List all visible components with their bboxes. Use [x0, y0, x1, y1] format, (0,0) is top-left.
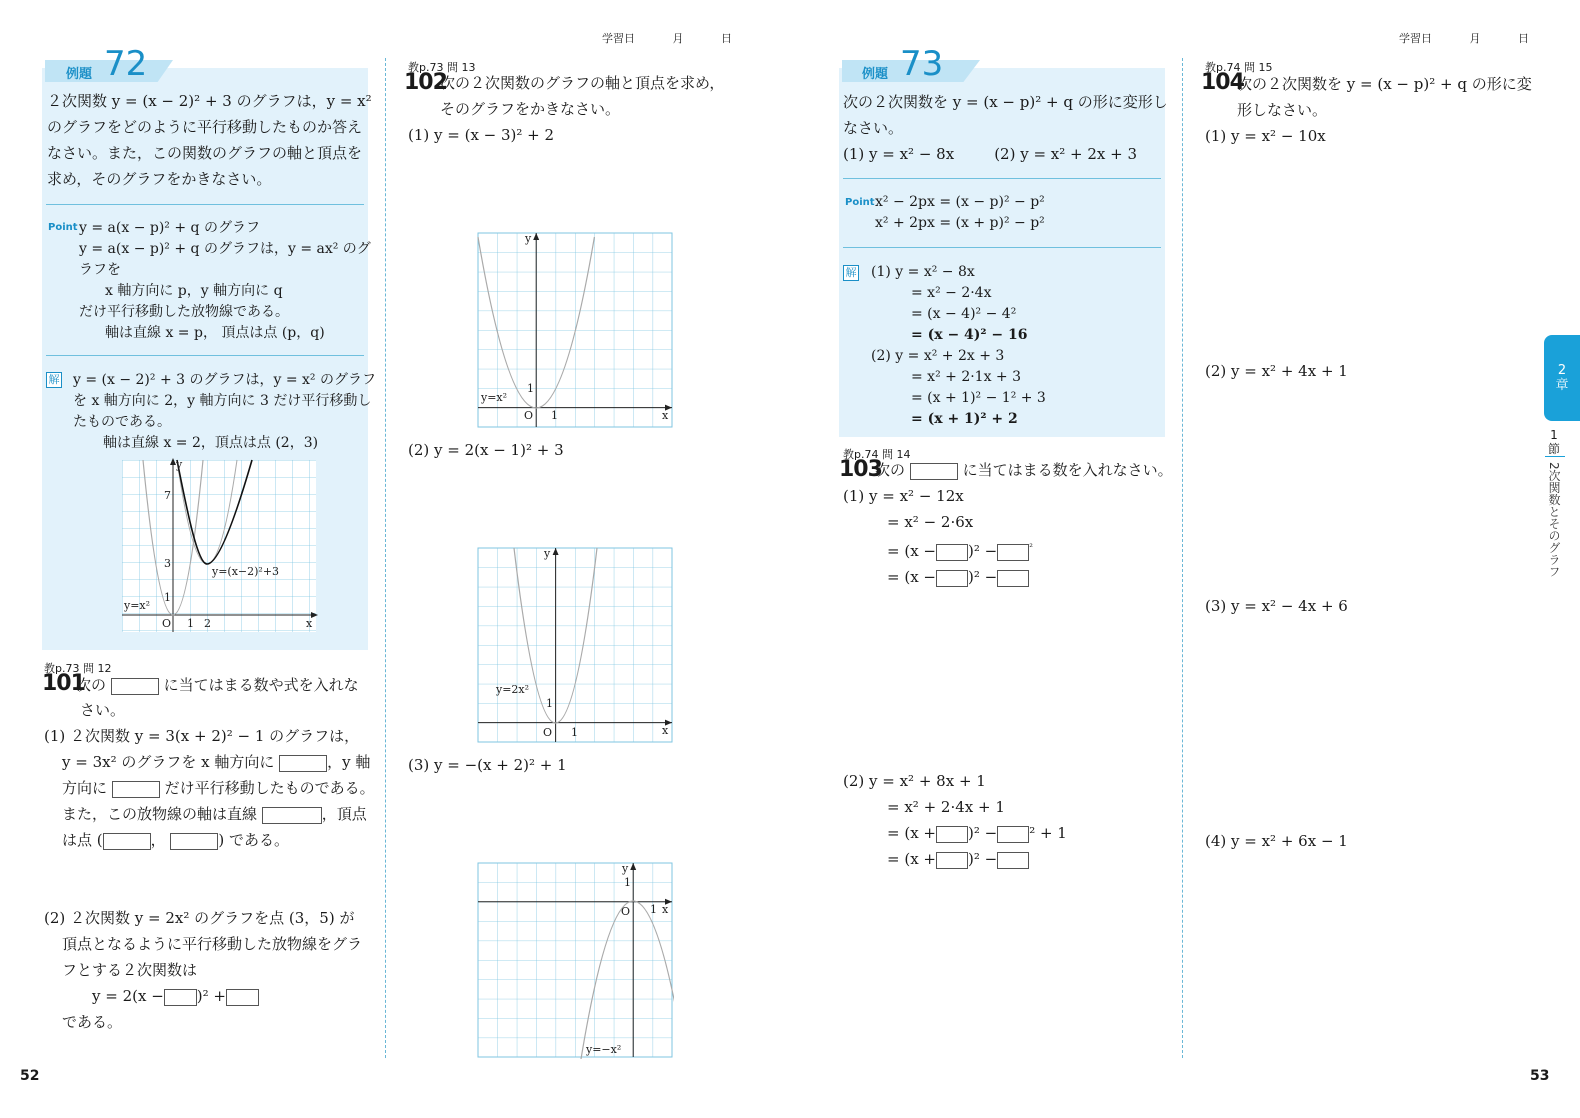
- statement-line: なさい。: [843, 119, 904, 137]
- curve-label-shifted: y=(x−2)²+3: [212, 565, 280, 578]
- text: 次の: [875, 461, 906, 479]
- problem-103-intro: [875, 457, 1173, 483]
- text: = (x +: [887, 824, 936, 842]
- tick-x-1: 1: [551, 409, 558, 422]
- q1-line: (1) y = x² − 12x: [843, 487, 964, 505]
- solution-line: = (x + 1)² + 2: [911, 411, 1018, 427]
- example-number: 72: [104, 44, 148, 84]
- day-label: 日: [721, 32, 732, 45]
- solution-line: たものである。: [73, 414, 171, 430]
- tick-1: 1: [187, 617, 194, 630]
- q2-line: = x² + 2·4x + 1: [887, 798, 1005, 816]
- statement-line: のグラフをどのように平行移動したものか答え: [47, 118, 363, 136]
- problem-101-intro: [76, 672, 359, 698]
- tick-y-1: 1: [624, 876, 631, 889]
- problem-103-ref: 教p.74 問 14: [843, 448, 911, 461]
- page-number-right: 53: [1530, 1068, 1550, 1084]
- section-label: 節: [1547, 442, 1560, 456]
- study-day-label: 学習日: [1399, 32, 1432, 45]
- x-label: x: [662, 724, 669, 737]
- month-label: 月: [1469, 32, 1481, 45]
- text: ) である。: [218, 831, 290, 849]
- statement-line: [843, 141, 1168, 167]
- answer-box[interactable]: [112, 781, 160, 798]
- problem-102-q3: (3) y = −(x + 2)² + 1: [408, 756, 567, 774]
- answer-box[interactable]: [936, 852, 968, 869]
- q1-line: [62, 801, 367, 827]
- problem-103-q2: [843, 768, 1067, 872]
- point-tag: Point: [48, 222, 78, 233]
- text: )² −: [967, 824, 998, 842]
- text: ，頂点: [321, 805, 367, 823]
- y-label: y: [176, 458, 183, 471]
- solution-line: = x² + 2·1x + 3: [911, 369, 1022, 385]
- day-label: 日: [1518, 32, 1529, 45]
- point-body: [875, 192, 1045, 234]
- problem-102-number: 102: [404, 70, 447, 95]
- problem-102-text: そのグラフをかきなさい。: [440, 100, 621, 118]
- answer-box[interactable]: [936, 826, 968, 843]
- rule: [46, 204, 364, 205]
- point-tag: Point: [845, 197, 875, 208]
- solution-body: [73, 370, 376, 454]
- q1-line: [62, 775, 375, 801]
- q2-line: (2) ２次関数 y = 2x² のグラフを点 (3，5) が: [44, 909, 355, 927]
- example-72-statement: [47, 88, 372, 192]
- answer-box[interactable]: [936, 570, 968, 587]
- point-body: [79, 218, 371, 344]
- study-day-label: 学習日: [602, 32, 635, 45]
- curve-label: y=2x²: [496, 683, 530, 696]
- solution-line: (2) y = x² + 2x + 3: [871, 348, 1005, 364]
- q2-line: である。: [62, 1013, 123, 1031]
- text: = (x −: [887, 542, 936, 560]
- text: また，この放物線の軸は直線: [62, 805, 258, 823]
- problem-102-ref: 教p.73 問 13: [408, 61, 476, 74]
- text: = (x +: [887, 850, 936, 868]
- text: ²: [1029, 543, 1033, 553]
- solution-body: [871, 262, 1046, 430]
- problem-102-graph-3: [476, 861, 674, 1059]
- point-line: だけ平行移動した放物線である。: [79, 304, 289, 320]
- problem-103-q1: [843, 483, 1033, 590]
- problem-104-q4: (4) y = x² + 6x − 1: [1205, 832, 1348, 850]
- problem-101-ref: 教p.73 問 12: [44, 662, 112, 675]
- answer-box[interactable]: [997, 826, 1029, 843]
- origin-label: O: [524, 409, 534, 422]
- statement-line: ２次関数 y = (x − 2)² + 3 のグラフは，y = x²: [47, 92, 372, 110]
- y-label: y: [525, 232, 532, 245]
- answer-box[interactable]: [997, 852, 1029, 869]
- answer-box[interactable]: [226, 989, 259, 1006]
- solution-line: 軸は直線 x = 2，頂点は点 (2，3): [103, 435, 319, 451]
- problem-102-q2: (2) y = 2(x − 1)² + 3: [408, 441, 564, 459]
- point-line: ラフを: [79, 262, 121, 278]
- solution-line: y = (x − 2)² + 3 のグラフは，y = x² のグラフ: [73, 372, 376, 388]
- text: )² −: [967, 568, 998, 586]
- tick-3: 3: [164, 557, 171, 570]
- answer-box[interactable]: [103, 833, 151, 850]
- q2-line: [92, 983, 259, 1009]
- text: 方向に: [62, 779, 108, 797]
- tick-y-1: 1: [546, 697, 553, 710]
- text: ² + 1: [1029, 824, 1067, 842]
- section-number: 1: [1550, 428, 1558, 442]
- tick-y-1: 1: [527, 382, 534, 395]
- problem-104-q1: (1) y = x² − 10x: [1205, 127, 1326, 145]
- column-divider: [385, 58, 386, 1058]
- solution-line: = (x + 1)² − 1² + 3: [911, 390, 1046, 406]
- text: 次の: [76, 676, 107, 694]
- text: )² −: [967, 542, 998, 560]
- section-title: 2次関数とそのグラフ: [1547, 462, 1561, 578]
- q2-line: [843, 846, 1067, 872]
- problem-101-intro-cont: さい。: [80, 701, 126, 719]
- problem-104-text: 形しなさい。: [1237, 101, 1328, 119]
- q2-line: [843, 820, 1067, 846]
- solution-line: = (x − 4)² − 4²: [911, 306, 1017, 322]
- q1-line: [62, 827, 289, 853]
- statement-line: なさい。また，この関数のグラフの軸と頂点を: [47, 144, 363, 162]
- problem-102-q1: (1) y = (x − 3)² + 2: [408, 126, 555, 144]
- column-divider: [1182, 58, 1183, 1058]
- text: だけ平行移動したものである。: [164, 779, 375, 797]
- example-72-graph: [118, 456, 320, 636]
- curve-label: y=−x²: [586, 1043, 622, 1056]
- q1-line: [62, 749, 370, 775]
- y-label: y: [622, 862, 629, 875]
- problem-102-text: 次の２次関数のグラフの軸と頂点を求め，: [440, 74, 725, 92]
- text: に当てはまる数や式を入れな: [163, 676, 359, 694]
- solution-line: (1) y = x² − 8x: [871, 264, 975, 280]
- answer-box[interactable]: [279, 755, 327, 772]
- tick-x-1: 1: [571, 726, 578, 739]
- month-label: 月: [672, 32, 684, 45]
- problem-104-q2: (2) y = x² + 4x + 1: [1205, 362, 1348, 380]
- problem-102-graph-1: [476, 231, 674, 429]
- solution-line: = (x − 4)² − 16: [911, 327, 1028, 343]
- page-number-left: 52: [20, 1068, 40, 1084]
- problem-101-number: 101: [42, 671, 85, 696]
- point-line: 軸は直線 x = p， 頂点は点 (p，q): [105, 325, 325, 341]
- curve-label: y=x²: [481, 391, 508, 404]
- tick-y-1: 1: [164, 591, 171, 604]
- solution-line: を x 軸方向に 2，y 軸方向に 3 だけ平行移動し: [73, 393, 372, 409]
- answer-box[interactable]: [262, 807, 322, 824]
- x-label: x: [306, 617, 313, 630]
- text: ，y 軸: [327, 753, 371, 771]
- origin-label: O: [543, 726, 553, 739]
- x-label: x: [662, 409, 669, 422]
- example-number: 73: [900, 44, 944, 84]
- point-line: y = a(x − p)² + q のグラフ: [79, 220, 260, 236]
- example-label: 例題: [66, 67, 93, 82]
- example-label: 例題: [862, 67, 889, 82]
- rule: [843, 247, 1161, 248]
- answer-box[interactable]: [997, 570, 1029, 587]
- q1-line: (1) ２次関数 y = 3(x + 2)² − 1 のグラフは，: [44, 727, 360, 745]
- problem-103-number: 103: [839, 457, 882, 482]
- point-line: y = a(x − p)² + q のグラフは，y = ax² のグ: [79, 241, 371, 257]
- problem-102-graph-2: [476, 546, 674, 744]
- text: )² +: [196, 987, 226, 1005]
- text: に当てはまる数を入れなさい。: [962, 461, 1173, 479]
- origin-label: O: [162, 617, 172, 630]
- q2-line: (2) y = x² + 8x + 1: [843, 772, 986, 790]
- section-marker: [1544, 428, 1564, 456]
- answer-box[interactable]: [936, 544, 968, 561]
- text: y = 3x² のグラフを x 軸方向に: [62, 753, 275, 771]
- tick-x-1: 1: [650, 903, 657, 916]
- chapter-tab[interactable]: [1544, 335, 1580, 421]
- q2-line: フとする２次関数は: [62, 961, 198, 979]
- study-date-header-right: [1399, 30, 1529, 46]
- example-73-statement: [843, 89, 1168, 167]
- answer-box[interactable]: [170, 833, 218, 850]
- origin-label: O: [621, 905, 631, 918]
- point-line: x² − 2px = (x − p)² − p²: [875, 194, 1045, 210]
- x-label: x: [662, 903, 669, 916]
- point-line: x 軸方向に p，y 軸方向に q: [105, 283, 283, 299]
- text: は点 (: [62, 831, 103, 849]
- text: )² −: [967, 850, 998, 868]
- problem-104-ref: 教p.74 問 15: [1205, 61, 1273, 74]
- q1-line: [843, 564, 1033, 590]
- q2: (2) y = x² + 2x + 3: [994, 145, 1138, 163]
- text: y = 2(x −: [92, 987, 164, 1005]
- problem-104-text: 次の２次関数を y = (x − p)² + q の形に変: [1237, 75, 1532, 93]
- answer-box[interactable]: [111, 678, 159, 695]
- statement-line: 求め，そのグラフをかきなさい。: [47, 170, 272, 188]
- text: ，: [150, 831, 166, 849]
- rule: [46, 355, 364, 356]
- solution-tag: 解: [843, 265, 859, 281]
- answer-box[interactable]: [164, 989, 197, 1006]
- solution-tag: 解: [46, 372, 62, 388]
- tick-2: 2: [204, 617, 211, 630]
- chapter-number: 2: [1557, 363, 1567, 378]
- q1-line: = x² − 2·6x: [887, 513, 974, 531]
- chapter-label: 章: [1555, 378, 1569, 393]
- tick-7: 7: [164, 489, 171, 502]
- statement-line: 次の２次関数を y = (x − p)² + q の形に変形し: [843, 93, 1168, 111]
- study-date-header-left: [602, 30, 732, 46]
- problem-104-number: 104: [1201, 70, 1244, 95]
- q1-line: [843, 535, 1033, 564]
- tab-separator: [1545, 456, 1565, 457]
- answer-box[interactable]: [997, 544, 1029, 561]
- q2-line: 頂点となるように平行移動した放物線をグラ: [62, 935, 363, 953]
- curve-label-base: y=x²: [124, 599, 151, 612]
- rule: [843, 178, 1161, 179]
- point-line: x² + 2px = (x + p)² − p²: [875, 215, 1045, 231]
- solution-line: = x² − 2·4x: [911, 285, 992, 301]
- problem-104-q3: (3) y = x² − 4x + 6: [1205, 597, 1348, 615]
- y-label: y: [544, 547, 551, 560]
- answer-box[interactable]: [910, 463, 958, 480]
- text: = (x −: [887, 568, 936, 586]
- q1: (1) y = x² − 8x: [843, 145, 955, 163]
